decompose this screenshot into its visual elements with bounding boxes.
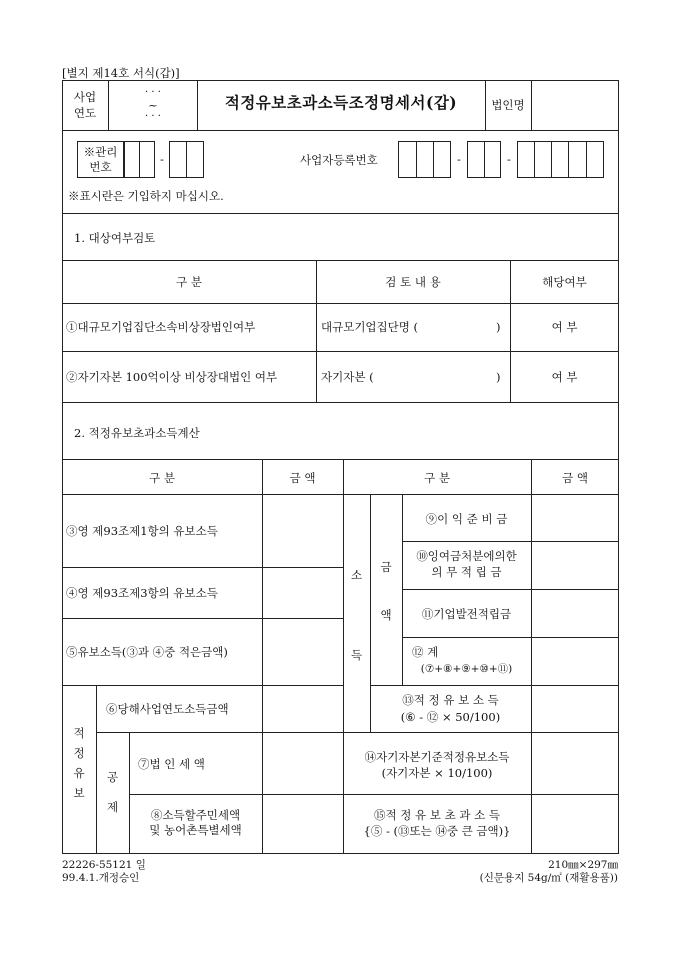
section2-col-amount-left: 금 액 bbox=[289, 471, 316, 485]
row11-label: ⑪기업발전적립금 bbox=[421, 607, 512, 621]
biz-reg-dash-1: - bbox=[457, 152, 461, 166]
row8-amount-field[interactable] bbox=[263, 795, 342, 853]
row13-label-2: (⑥ - ⑫ × 50/100) bbox=[400, 710, 501, 724]
section1-title: 1. 대상여부검토 bbox=[74, 231, 156, 245]
row12-label-2: (⑦+⑧+⑨+⑩+⑪) bbox=[420, 663, 513, 675]
section1-row1-review[interactable]: 대규모기업집단명 ( bbox=[321, 320, 419, 334]
row10-amount-field[interactable] bbox=[532, 542, 618, 589]
mgmt-label-2: 번호 bbox=[89, 160, 112, 174]
biz-reg-label: 사업자등록번호 bbox=[300, 153, 378, 167]
section1-col-applicable: 해당여부 bbox=[542, 275, 587, 289]
row8-label-1: ⑧소득할주민세액 bbox=[150, 808, 241, 822]
row14-label-1: ⑭자기자본기준적정유보소득 bbox=[364, 750, 510, 764]
row5-amount-field[interactable] bbox=[263, 619, 342, 685]
row4-label: ④영 제93조제3항의 유보소득 bbox=[66, 586, 218, 600]
row8-label-2: 및 농어촌특별세액 bbox=[149, 823, 242, 837]
section2-col-category-left: 구 분 bbox=[149, 471, 175, 485]
section1-row2-review-close: ) bbox=[496, 370, 501, 384]
mgmt-note: ※표시란은 기입하지 마십시오. bbox=[68, 189, 224, 203]
year-label-2: 연도 bbox=[73, 106, 97, 120]
row15-amount-field[interactable] bbox=[532, 795, 618, 853]
row3-label: ③영 제93조제1항의 유보소득 bbox=[66, 524, 218, 538]
section1-row1-review-close: ) bbox=[496, 320, 501, 334]
mgmt-dash: - bbox=[160, 152, 164, 166]
row3-amount-field[interactable] bbox=[263, 495, 342, 567]
row5-label: ⑤유보소득(③과 ④중 적은금액) bbox=[66, 645, 228, 659]
row13-label-1: ⑬적 정 유 보 소 득 bbox=[402, 693, 499, 707]
section1-col-category: 구 분 bbox=[176, 275, 202, 289]
row15-label-1: ⑮적 정 유 보 초 과 소 득 bbox=[374, 808, 500, 822]
form-label: [별지 제14호 서식(갑)] bbox=[62, 66, 180, 80]
year-start-dots[interactable]: · · · bbox=[145, 87, 161, 98]
income-vert-1: 소 bbox=[350, 568, 363, 582]
amount-vert-2: 액 bbox=[380, 608, 392, 622]
section1-row2-category: ②자기자본 100억이상 비상장대법인 여부 bbox=[66, 370, 278, 384]
section1-row2-review[interactable]: 자기자본 ( bbox=[321, 370, 374, 384]
row7-amount-field[interactable] bbox=[263, 733, 342, 794]
row13-amount-field[interactable] bbox=[532, 686, 618, 732]
row14-label-2: (자기자본 × 10/100) bbox=[381, 766, 493, 780]
biz-reg-box-3[interactable] bbox=[517, 141, 604, 178]
year-label-1: 사업 bbox=[73, 90, 97, 104]
section2-col-amount-right: 금 액 bbox=[562, 471, 588, 485]
row12-label-1: ⑫ 계 bbox=[412, 645, 439, 659]
section1-row1-category: ①대규모기업집단소속비상장법인여부 bbox=[66, 320, 256, 334]
year-end-dots[interactable]: · · · bbox=[145, 111, 161, 122]
row12-amount-field[interactable] bbox=[532, 638, 618, 685]
deduction-vert-2: 제 bbox=[106, 800, 119, 814]
retained-vert-2: 정 bbox=[73, 746, 85, 760]
footer-size: 210㎜×297㎜ bbox=[548, 859, 618, 871]
mgmt-label-1: ※관리 bbox=[83, 145, 118, 159]
row4-amount-field[interactable] bbox=[263, 568, 342, 618]
row7-label: ⑦법 인 세 액 bbox=[138, 757, 205, 771]
footer-approval: 99.4.1.개정승인 bbox=[62, 872, 140, 884]
amount-vert-1: 금 bbox=[380, 560, 392, 574]
row6-amount-field[interactable] bbox=[263, 686, 342, 732]
section2-title: 2. 적정유보초과소득계산 bbox=[74, 426, 200, 440]
row10-label-1: ⑩잉여금처분에의한 bbox=[416, 549, 517, 563]
deduction-vert-1: 공 bbox=[106, 770, 119, 784]
row15-label-2: {⑤ - (⑬또는 ⑭중 큰 금액)} bbox=[363, 824, 511, 838]
income-vert-2: 득 bbox=[350, 648, 363, 662]
page-title: 적정유보초과소득조정명세서(갑) bbox=[224, 93, 458, 112]
biz-reg-dash-2: - bbox=[507, 152, 511, 166]
row9-label: ⑨이 익 준 비 금 bbox=[425, 512, 508, 526]
corp-name-field[interactable] bbox=[532, 81, 618, 129]
year-tilde: ~ bbox=[148, 98, 158, 112]
footer-code: 22226-55121 일 bbox=[62, 859, 146, 871]
section1-row1-yesno[interactable]: 여 부 bbox=[551, 320, 578, 334]
biz-reg-box-1[interactable] bbox=[398, 141, 451, 178]
footer-paper: (신문용지 54g/㎡ (재활용품)) bbox=[479, 872, 618, 884]
corp-name-label: 법인명 bbox=[491, 98, 525, 112]
section1-col-review: 검 토 내 용 bbox=[385, 275, 441, 289]
retained-vert-4: 보 bbox=[73, 786, 85, 800]
row10-label-2: 의 무 적 립 금 bbox=[431, 565, 502, 579]
section2-col-category-right: 구 분 bbox=[424, 471, 450, 485]
section1-row2-yesno[interactable]: 여 부 bbox=[551, 370, 578, 384]
row6-label: ⑥당해사업연도소득금액 bbox=[106, 702, 229, 716]
retained-vert-1: 적 bbox=[73, 726, 85, 740]
row14-amount-field[interactable] bbox=[532, 733, 618, 794]
row9-amount-field[interactable] bbox=[532, 495, 618, 541]
row11-amount-field[interactable] bbox=[532, 590, 618, 637]
retained-vert-3: 유 bbox=[73, 766, 85, 780]
